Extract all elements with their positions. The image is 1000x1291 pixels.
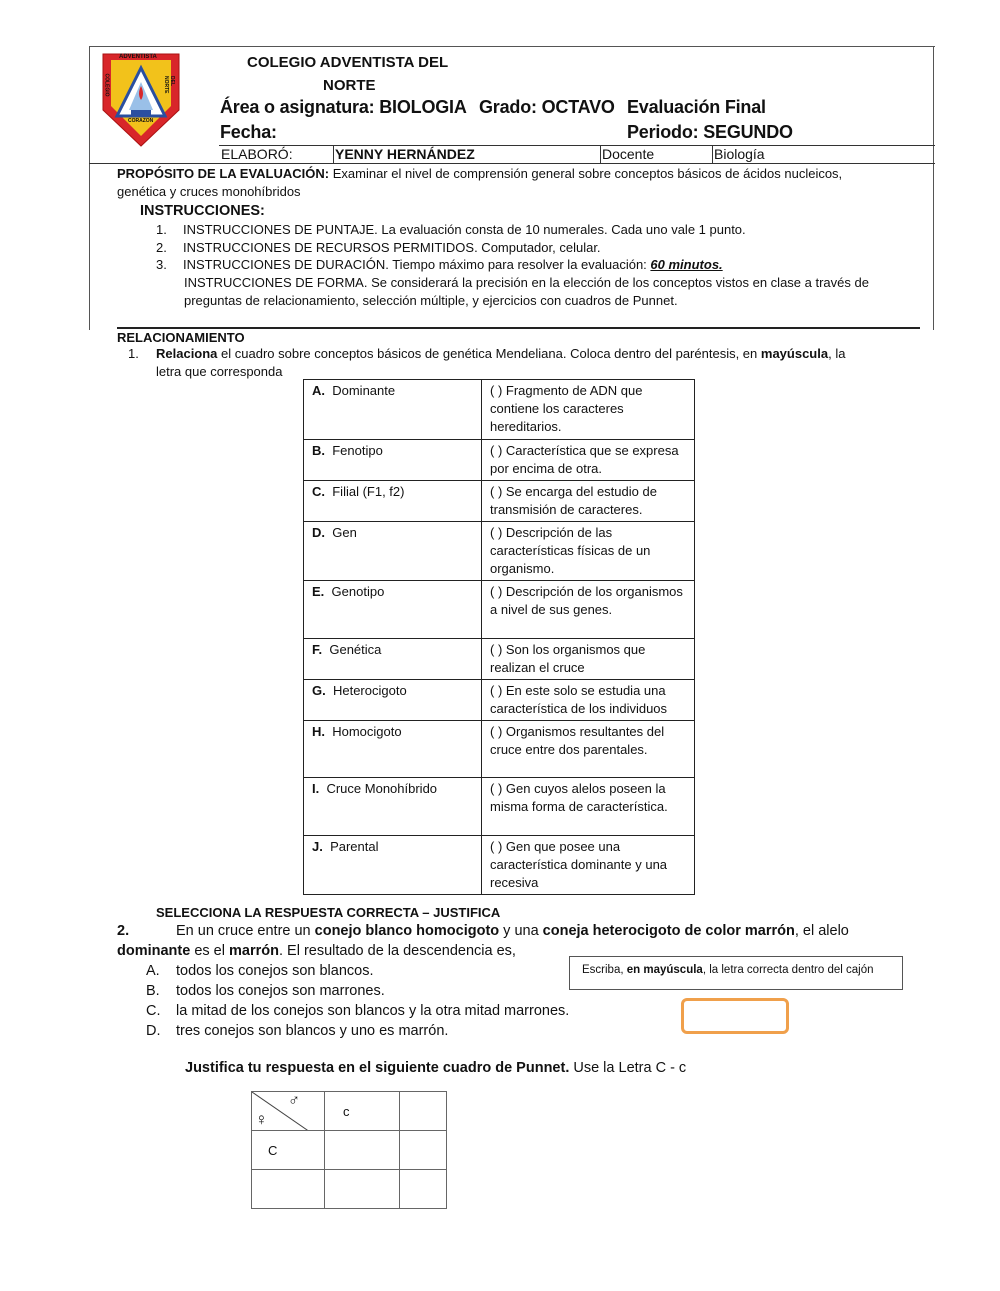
option-b[interactable]: B. todos los conejos son marrones. [146, 983, 385, 999]
definition-cell[interactable]: ( ) Descripción de los organismos a nivel de sus genes. [482, 581, 695, 639]
definition-cell[interactable]: ( ) Gen cuyos alelos poseen la misma forma de característica. [482, 778, 695, 836]
purpose-text-2: genética y cruces monohíbridos [117, 184, 301, 199]
punnet-header-1[interactable]: c [325, 1092, 400, 1131]
table-row [304, 778, 695, 836]
q2-bold-b: conejo blanco homocigoto [314, 923, 500, 939]
answer-instruction-box: Escriba, en mayúscula, la letra correcta dentro del cajón [569, 956, 903, 990]
table-row [304, 522, 695, 581]
term-cell: G. Heterocigoto [304, 680, 482, 721]
term-cell: E. Genotipo [304, 581, 482, 639]
definition-cell[interactable]: ( ) Son los organismos que realizan el cruce [482, 639, 695, 680]
q2-bold-marron: marrón [229, 943, 279, 959]
logo-text-left: COLEGIO [103, 73, 110, 97]
instruction-num: 3. [156, 257, 167, 272]
table-row [304, 481, 695, 522]
q2-text-c: y una [499, 923, 543, 939]
punnet-row-header-2[interactable] [252, 1170, 325, 1209]
role-label: Docente [602, 146, 655, 162]
term-cell: C. Filial (F1, f2) [304, 481, 482, 522]
instruction-3 [156, 256, 723, 274]
subject-area: Área o asignatura: BIOLOGIA [220, 97, 467, 117]
q1-bold-2: mayúscula [760, 346, 829, 361]
table-row [304, 581, 695, 639]
term-cell: F. Genética [304, 639, 482, 680]
logo-text-right: DEL NORTE [163, 76, 175, 94]
forma-line-1: INSTRUCCIONES DE FORMA. Se considerará la precisión en la elección de los conceptos vistos en clase a través de [184, 275, 869, 290]
instruction-text: INSTRUCCIONES DE PUNTAJE. La evaluación consta de 10 numerales. Cada uno vale 1 punto. [183, 222, 746, 237]
school-name-line2: NORTE [323, 77, 376, 94]
term-cell: I. Cruce Monohíbrido [304, 778, 482, 836]
question-1-num: 1. [128, 346, 139, 361]
instruction-text: INSTRUCCIONES DE DURACIÓN. Tiempo máximo para resolver la evaluación: [183, 257, 651, 272]
table-row [304, 836, 695, 895]
instruction-num: 1. [156, 222, 167, 237]
instruction-text: INSTRUCCIONES DE RECURSOS PERMITIDOS. Computador, celular. [183, 240, 601, 255]
question-2 [117, 921, 897, 961]
female-icon: ♀ [255, 1110, 268, 1129]
table-row [304, 440, 695, 481]
q2-num: 2. [117, 923, 130, 939]
definition-cell[interactable]: ( ) Descripción de las características físicas de un organismo. [482, 522, 695, 581]
logo-text-bottom: CORAZON [128, 118, 154, 124]
q1-text-2: , la [828, 346, 846, 361]
table-row [304, 721, 695, 778]
purpose-label: PROPÓSITO DE LA EVALUACIÓN: [117, 166, 330, 181]
justify-instruction: Justifica tu respuesta en el siguiente cuadro de Punnet. Use la Letra C - c [185, 1060, 687, 1076]
logo-text-top: ADVENTISTA [119, 54, 157, 60]
q2-text-f: es el [190, 943, 229, 959]
relation-table [303, 379, 695, 895]
evaluation-type: Evaluación Final [627, 97, 766, 117]
punnet-cell[interactable] [400, 1170, 447, 1209]
definition-cell[interactable]: ( ) Se encarga del estudio de transmisión de caracteres. [482, 481, 695, 522]
q1-text: el cuadro sobre conceptos básicos de genética Mendeliana. Coloca dentro del paréntesis, en [217, 346, 761, 361]
instructions-title: INSTRUCCIONES: [140, 203, 265, 219]
option-c[interactable]: C. la mitad de los conejos son blancos y la otra mitad marrones. [146, 1003, 570, 1019]
q2-text-g: . El resultado de la descendencia es, [278, 943, 516, 959]
instruction-1 [156, 221, 746, 239]
answer-input[interactable] [681, 998, 789, 1034]
q2-bold-dominante: dominante [117, 943, 191, 959]
punnet-cell[interactable] [325, 1170, 400, 1209]
punnet-row-header-1[interactable]: C [252, 1131, 325, 1170]
school-name-line1: COLEGIO ADVENTISTA DEL [247, 54, 449, 71]
subject-label: Biología [714, 146, 765, 162]
definition-cell[interactable]: ( ) Fragmento de ADN que contiene los caracteres hereditarios. [482, 380, 695, 440]
definition-cell[interactable]: ( ) Gen que posee una característica dominante y una recesiva [482, 836, 695, 895]
instruction-forma [184, 274, 904, 310]
period: Periodo: SEGUNDO [627, 122, 793, 142]
purpose-text: Examinar el nivel de comprensión general sobre conceptos básicos de ácidos nucleicos, [329, 166, 843, 181]
q1-bold: Relaciona [156, 346, 218, 361]
elaboro-label: ELABORÓ: [221, 146, 293, 162]
grade: Grado: OCTAVO [479, 97, 615, 117]
punnet-cell[interactable] [400, 1131, 447, 1170]
term-cell: D. Gen [304, 522, 482, 581]
punnet-cell[interactable] [325, 1131, 400, 1170]
question-1 [128, 345, 888, 379]
duration-value: 60 minutos. [650, 257, 723, 272]
term-cell: B. Fenotipo [304, 440, 482, 481]
section-selecciona-title: SELECCIONA LA RESPUESTA CORRECTA – JUSTIFICA [156, 905, 501, 920]
school-logo [101, 52, 181, 148]
punnet-corner [252, 1092, 325, 1131]
table-row [304, 680, 695, 721]
teacher-name: YENNY HERNÁNDEZ [335, 146, 475, 162]
male-icon: ♂ [288, 1092, 300, 1109]
instruction-2 [156, 239, 601, 257]
q1-line-2: letra que corresponda [156, 364, 283, 379]
option-a[interactable]: A. todos los conejos son blancos. [146, 963, 374, 979]
term-cell: A. Dominante [304, 380, 482, 440]
q2-text-a: En un cruce entre un [176, 923, 315, 939]
date-label: Fecha: [220, 122, 277, 142]
table-row [304, 380, 695, 440]
punnet-header-2[interactable] [400, 1092, 447, 1131]
forma-line-2: preguntas de relacionamiento, selección múltiple, y ejercicios con cuadros de Punnet. [184, 293, 678, 308]
purpose [117, 165, 917, 201]
definition-cell[interactable]: ( ) Característica que se expresa por encima de otra. [482, 440, 695, 481]
definition-cell[interactable]: ( ) En este solo se estudia una característica de los individuos [482, 680, 695, 721]
punnet-square [251, 1091, 447, 1209]
definition-cell[interactable]: ( ) Organismos resultantes del cruce entre dos parentales. [482, 721, 695, 778]
q2-text-e: , el alelo [794, 923, 849, 939]
option-d[interactable]: D. tres conejos son blancos y uno es marrón. [146, 1023, 449, 1039]
section-relacionamiento-title: RELACIONAMIENTO [117, 330, 245, 345]
term-cell: J. Parental [304, 836, 482, 895]
table-row [304, 639, 695, 680]
term-cell: H. Homocigoto [304, 721, 482, 778]
q2-bold-d: coneja heterocigoto de color marrón [542, 923, 795, 939]
instruction-num: 2. [156, 240, 167, 255]
